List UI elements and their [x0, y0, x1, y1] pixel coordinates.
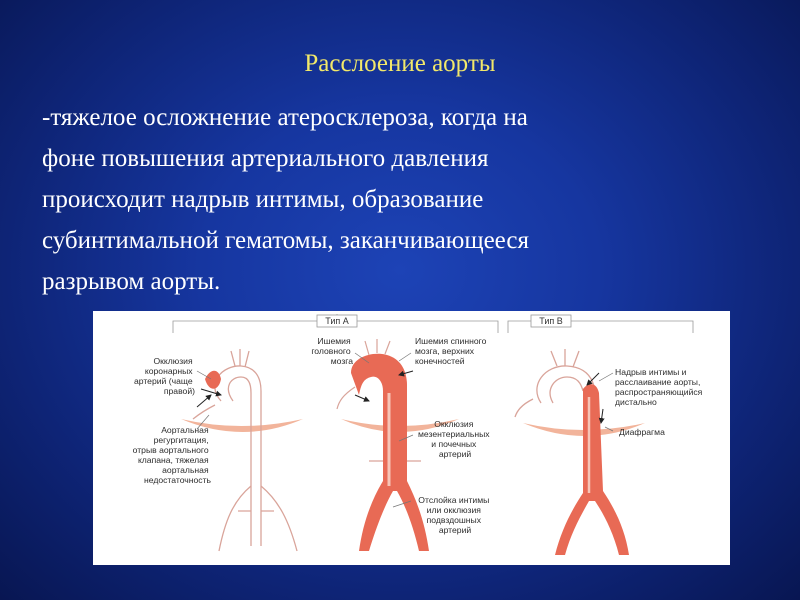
aortic-regurgitation-label: Аортальная регургитация, отрыв аортального клапана, тяжелая аортальная недостаточность: [132, 425, 211, 485]
type-a-label: Тип А: [325, 316, 349, 326]
aortic-dissection-figure: [93, 311, 730, 565]
diaphragm-label: Диафрагма: [619, 427, 665, 437]
body-line: -тяжелое осложнение атеросклероза, когда на: [42, 104, 528, 131]
intimal-tear-label: Надрыв интимы и расслаивание аорты, распространяющийся дистально: [615, 367, 703, 407]
slide-body: [42, 97, 742, 302]
dissection-root-1: [205, 371, 221, 389]
brain-ischemia-label: Ишемия головного мозга: [311, 336, 353, 366]
type-b-label: Тип В: [539, 316, 563, 326]
slide-title: Расслоение аорты: [304, 50, 496, 77]
body-line: фоне повышения артериального давления: [42, 145, 489, 172]
figure-svg: [93, 311, 730, 565]
body-line: происходит надрыв интимы, образование: [42, 186, 484, 213]
coronary-occlusion-label: Окклюзия коронарных артерий (чаще правой): [133, 356, 195, 396]
body-line: субинтимальной гематомы, заканчивающееся: [42, 227, 529, 254]
intima-detachment-label: Отслойка интимы или окклюзия подвздошных артерий: [418, 495, 490, 535]
mesenteric-occlusion-label: Окклюзия мезентериальных и почечных артерий: [418, 419, 490, 459]
body-line: разрывом аорты.: [42, 268, 221, 295]
spinal-ischemia-label: Ишемия спинного мозга, верхних конечностей: [415, 336, 487, 366]
dissection-descending-3: [555, 384, 629, 555]
